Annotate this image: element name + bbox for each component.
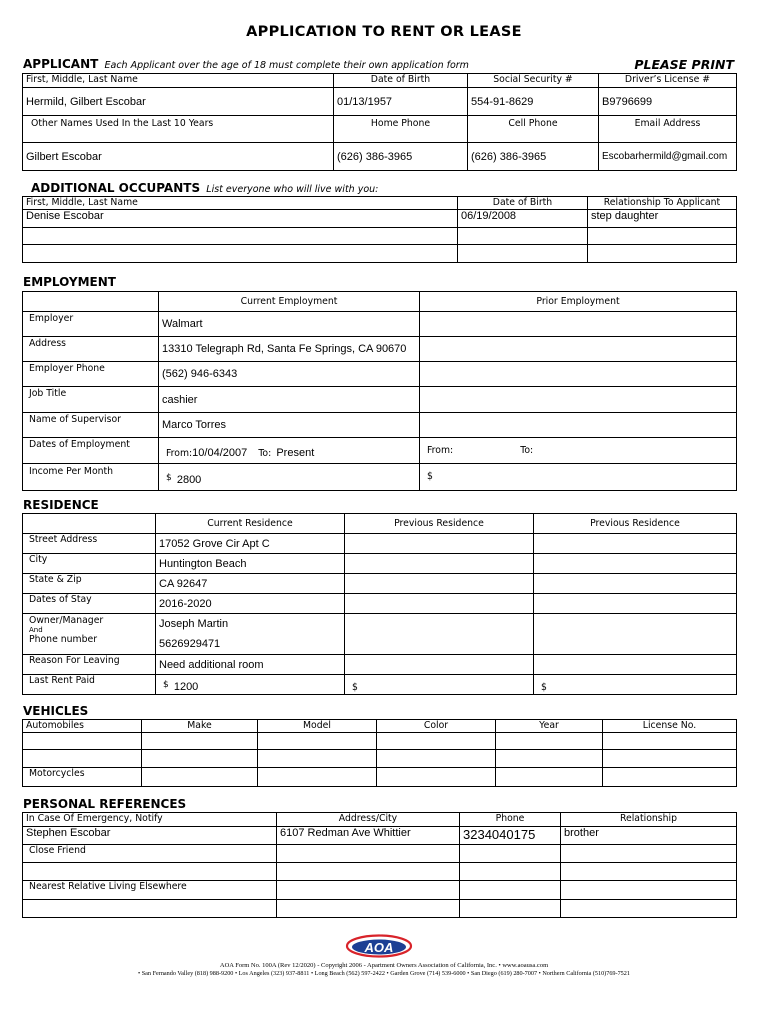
income-field[interactable]	[159, 464, 420, 491]
to-date-value: Present	[276, 447, 315, 459]
ref-cell[interactable]	[460, 863, 561, 881]
aoa-logo	[344, 933, 414, 959]
vehicle-cell[interactable]	[142, 750, 258, 768]
automobiles-header: Automobiles	[23, 720, 142, 733]
previous-residence-header-2: Previous Residence	[534, 514, 737, 534]
prior-employer-phone-field[interactable]	[420, 362, 737, 387]
current-employment-header: Current Employment	[159, 292, 420, 312]
income-label: Income Per Month	[23, 464, 159, 491]
occupant-dob-field[interactable]: 06/19/2008	[458, 210, 588, 228]
ref-address-header: Address/City	[277, 813, 460, 827]
employment-heading: EMPLOYMENT	[23, 275, 116, 289]
occupants-table	[22, 196, 737, 263]
vehicle-cell[interactable]	[258, 750, 377, 768]
references-heading: PERSONAL REFERENCES	[23, 797, 187, 811]
prior-from-label: From:	[427, 445, 454, 456]
owner-label: Owner/Manager	[29, 615, 104, 626]
applicant-table	[22, 73, 737, 171]
other-names-field[interactable]: Gilbert Escobar	[23, 143, 334, 171]
prev-dates-field-2[interactable]	[534, 594, 737, 614]
vehicle-cell[interactable]	[23, 750, 142, 768]
ref-cell[interactable]	[277, 863, 460, 881]
prev-city-field-2[interactable]	[534, 554, 737, 574]
to-label: To:	[258, 448, 272, 459]
from-label: From:	[166, 448, 193, 459]
nearest-relative-label: Nearest Relative Living Elsewhere	[23, 881, 277, 900]
occupant-rel-field[interactable]	[588, 245, 737, 263]
rent-currency: $	[163, 680, 169, 690]
license-header: License No.	[603, 720, 737, 733]
applicant-note: Each Applicant over the age of 18 must complete their own application form	[104, 60, 469, 71]
please-print-label: PLEASE PRINT	[634, 57, 734, 72]
references-table	[22, 812, 737, 918]
prior-employment-header: Prior Employment	[420, 292, 737, 312]
employer-label: Employer	[23, 312, 159, 337]
vehicle-cell[interactable]	[377, 768, 496, 787]
ref-cell[interactable]	[561, 881, 737, 900]
applicant-dl-field[interactable]: B9796699	[599, 88, 737, 116]
emergency-address-field[interactable]: 6107 Redman Ave Whittier	[277, 827, 460, 845]
job-title-label: Job Title	[23, 387, 159, 413]
employer-address-field[interactable]: 13310 Telegraph Rd, Santa Fe Springs, CA 90670	[159, 337, 420, 362]
vehicle-cell[interactable]	[603, 750, 737, 768]
vehicle-cell[interactable]	[142, 768, 258, 787]
prev-reason-field[interactable]	[345, 655, 534, 675]
occupant-dob-field[interactable]	[458, 228, 588, 245]
employer-phone-label: Employer Phone	[23, 362, 159, 387]
ref-cell[interactable]	[561, 845, 737, 863]
employment-blank-header	[23, 292, 159, 312]
from-date-value: 10/04/2007	[192, 447, 248, 459]
supervisor-field[interactable]: Marco Torres	[159, 413, 420, 438]
vehicle-cell[interactable]	[603, 733, 737, 750]
footer-copyright: AOA Form No. 100A (Rev 12/2020) - Copyright 2006 - Apartment Owners Association of California, Inc. • www.aoausa.com	[219, 962, 549, 969]
prior-supervisor-field[interactable]	[420, 413, 737, 438]
rent-value: 1200	[173, 681, 199, 693]
ref-cell[interactable]	[277, 881, 460, 900]
vehicle-cell[interactable]	[377, 733, 496, 750]
last-rent-label: Last Rent Paid	[23, 675, 156, 695]
employer-address-label: Address	[23, 337, 159, 362]
emergency-header: In Case Of Emergency, Notify	[23, 813, 277, 827]
income-currency: $	[166, 472, 172, 483]
owner-phone-label: Phone number	[29, 634, 98, 645]
employment-table	[22, 291, 737, 491]
owner-manager-label	[23, 614, 156, 655]
ref-cell[interactable]	[277, 845, 460, 863]
home-phone-field[interactable]: (626) 386-3965	[334, 143, 468, 171]
vehicle-cell[interactable]	[603, 768, 737, 787]
employer-field[interactable]: Walmart	[159, 312, 420, 337]
prev-owner-field-2[interactable]	[534, 614, 737, 655]
applicant-name-field[interactable]: Hermild, Gilbert Escobar	[23, 88, 334, 116]
vehicles-table	[22, 719, 737, 787]
previous-residence-header: Previous Residence	[345, 514, 534, 534]
dates-of-stay-label: Dates of Stay	[23, 594, 156, 614]
state-zip-field[interactable]: CA 92647	[156, 574, 345, 594]
ref-phone-header: Phone	[460, 813, 561, 827]
vehicle-cell[interactable]	[377, 750, 496, 768]
prev-rent-field-2[interactable]	[534, 675, 737, 695]
street-field[interactable]: 17052 Grove Cir Apt C	[156, 534, 345, 554]
prev-reason-field-2[interactable]	[534, 655, 737, 675]
occupant-dob-header: Date of Birth	[458, 197, 588, 210]
occupant-dob-field[interactable]	[458, 245, 588, 263]
occupant-name-header: First, Middle, Last Name	[23, 197, 458, 210]
prior-income-currency: $	[427, 471, 433, 482]
ref-cell[interactable]	[460, 881, 561, 900]
residence-table	[22, 513, 737, 695]
income-value: 2800	[176, 473, 202, 486]
prev-rent-currency: $	[352, 682, 358, 693]
year-header: Year	[496, 720, 603, 733]
last-rent-field[interactable]	[156, 675, 345, 695]
vehicle-cell[interactable]	[258, 768, 377, 787]
supervisor-label: Name of Supervisor	[23, 413, 159, 438]
applicant-dl-header: Driver’s License #	[599, 74, 737, 88]
occupants-heading: ADDITIONAL OCCUPANTS List everyone who will live with you:	[31, 181, 379, 195]
prev-owner-field[interactable]	[345, 614, 534, 655]
vehicle-cell[interactable]	[496, 733, 603, 750]
reason-leaving-field[interactable]: Need additional room	[156, 655, 345, 675]
vehicles-heading: VEHICLES	[23, 704, 89, 718]
occupant-rel-header: Relationship To Applicant	[588, 197, 737, 210]
make-header: Make	[142, 720, 258, 733]
prior-employer-field[interactable]	[420, 312, 737, 337]
ref-cell[interactable]	[23, 863, 277, 881]
job-title-field[interactable]: cashier	[159, 387, 420, 413]
aoa-logo-text: AOA	[364, 940, 394, 955]
close-friend-label: Close Friend	[23, 845, 277, 863]
emergency-relationship-field[interactable]: brother	[561, 827, 737, 845]
footer-offices: • San Fernando Valley (818) 988-9200 • Los Angeles (323) 937-8811 • Long Beach (562) 597-2422 • Garden Grove (714) 539-6000 • San Diego (619) 280-7007 • Northern California (510)769-7521	[138, 970, 630, 977]
current-residence-header: Current Residence	[156, 514, 345, 534]
prior-income-field[interactable]	[420, 464, 737, 491]
prev-state-zip-field-2[interactable]	[534, 574, 737, 594]
applicant-heading: APPLICANT Each Applicant over the age of 18 must complete their own application form	[23, 57, 469, 71]
prev-rent-currency-2: $	[541, 682, 547, 693]
occupant-name-field[interactable]	[23, 228, 458, 245]
cell-phone-field[interactable]: (626) 386-3965	[468, 143, 599, 171]
ref-cell[interactable]	[460, 845, 561, 863]
other-names-header: Other Names Used In the Last 10 Years	[23, 116, 334, 143]
street-label: Street Address	[23, 534, 156, 554]
ref-cell[interactable]	[277, 900, 460, 918]
email-field[interactable]: Escobarhermild@gmail.com	[599, 143, 737, 171]
residence-heading: RESIDENCE	[23, 498, 99, 512]
applicant-ssn-header: Social Security #	[468, 74, 599, 88]
occupant-name-field[interactable]	[23, 245, 458, 263]
ref-cell[interactable]	[23, 900, 277, 918]
emergency-name-field[interactable]: Stephen Escobar	[23, 827, 277, 845]
city-label: City	[23, 554, 156, 574]
dates-of-stay-field[interactable]: 2016-2020	[156, 594, 345, 614]
reason-leaving-label: Reason For Leaving	[23, 655, 156, 675]
emergency-phone-field[interactable]: 3234040175	[460, 827, 561, 845]
color-header: Color	[377, 720, 496, 733]
ref-cell[interactable]	[460, 900, 561, 918]
employer-phone-field[interactable]: (562) 946-6343	[159, 362, 420, 387]
vehicle-cell[interactable]	[258, 733, 377, 750]
ref-cell[interactable]	[561, 900, 737, 918]
owner-field[interactable]	[156, 614, 345, 655]
occupant-rel-field[interactable]	[588, 228, 737, 245]
model-header: Model	[258, 720, 377, 733]
prev-street-field[interactable]	[345, 534, 534, 554]
city-field[interactable]: Huntington Beach	[156, 554, 345, 574]
applicant-dob-header: Date of Birth	[334, 74, 468, 88]
prev-dates-field[interactable]	[345, 594, 534, 614]
prev-state-zip-field[interactable]	[345, 574, 534, 594]
occupant-rel-field[interactable]: step daughter	[588, 210, 737, 228]
prev-rent-field[interactable]	[345, 675, 534, 695]
vehicle-cell[interactable]	[496, 768, 603, 787]
applicant-ssn-field[interactable]: 554-91-8629	[468, 88, 599, 116]
residence-blank-header	[23, 514, 156, 534]
occupant-name-field[interactable]: Denise Escobar	[23, 210, 458, 228]
prev-city-field[interactable]	[345, 554, 534, 574]
owner-phone-value: 5626929471	[159, 638, 221, 650]
owner-name-value: Joseph Martin	[159, 618, 229, 630]
form-title: APPLICATION TO RENT OR LEASE	[246, 24, 522, 40]
ref-relationship-header: Relationship	[561, 813, 737, 827]
vehicle-cell[interactable]	[496, 750, 603, 768]
applicant-name-header: First, Middle, Last Name	[23, 74, 334, 88]
and-label: And	[29, 626, 43, 634]
prior-employment-dates-field[interactable]	[420, 438, 737, 464]
prev-street-field-2[interactable]	[534, 534, 737, 554]
prior-to-label: To:	[520, 445, 534, 456]
employment-dates-label: Dates of Employment	[23, 438, 159, 464]
prior-job-title-field[interactable]	[420, 387, 737, 413]
motorcycles-label: Motorcycles	[23, 768, 142, 787]
applicant-dob-field[interactable]: 01/13/1957	[334, 88, 468, 116]
vehicle-cell[interactable]	[142, 733, 258, 750]
state-zip-label: State & Zip	[23, 574, 156, 594]
vehicle-cell[interactable]	[23, 733, 142, 750]
ref-cell[interactable]	[561, 863, 737, 881]
occupants-note: List everyone who will live with you:	[206, 184, 379, 195]
prior-employer-address-field[interactable]	[420, 337, 737, 362]
employment-dates-field[interactable]	[159, 438, 420, 464]
home-phone-header: Home Phone	[334, 116, 468, 143]
email-header: Email Address	[599, 116, 737, 143]
cell-phone-header: Cell Phone	[468, 116, 599, 143]
